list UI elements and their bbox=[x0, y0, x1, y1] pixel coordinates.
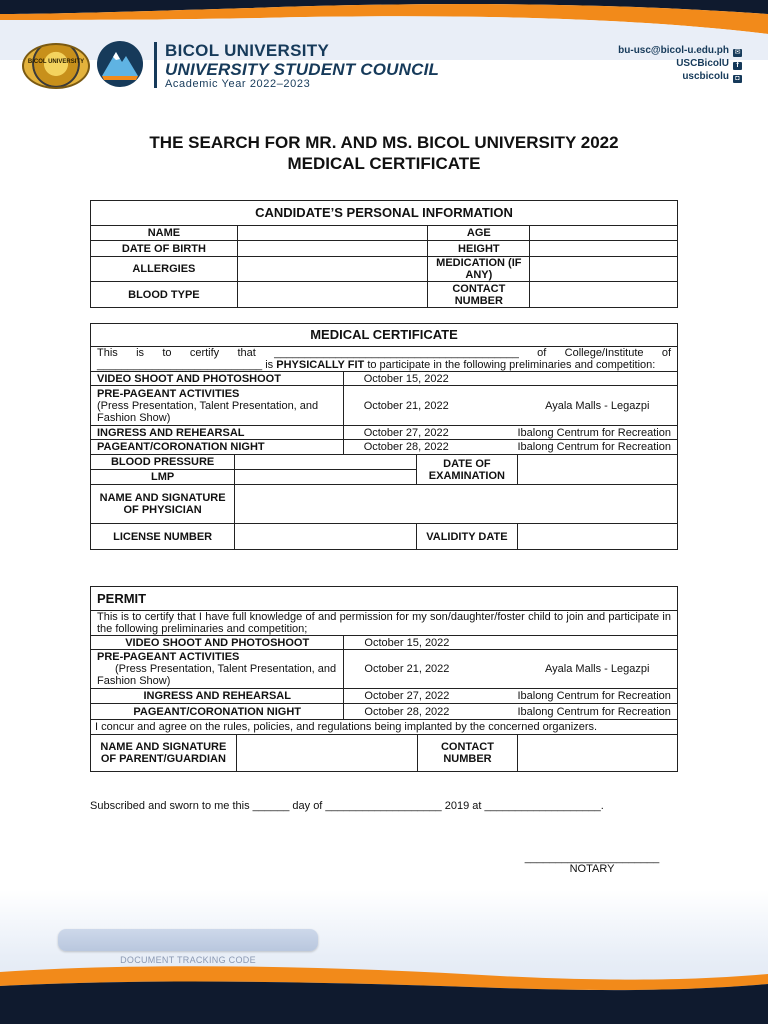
event-venue: Ibalong Centrum for Recreation bbox=[517, 440, 677, 455]
event-venue bbox=[517, 636, 677, 650]
personal-info-heading: CANDIDATE’S PERSONAL INFORMATION bbox=[91, 201, 678, 226]
title-line-1: THE SEARCH FOR MR. AND MS. BICOL UNIVERSITY 2022 bbox=[149, 133, 619, 152]
event-row: VIDEO SHOOT AND PHOTOSHOOT bbox=[91, 372, 344, 386]
physician-label: NAME AND SIGNATURE OF PHYSICIAN bbox=[91, 485, 235, 524]
contact-email[interactable]: bu-usc@bicol-u.edu.ph ✉ bbox=[618, 45, 741, 56]
document-title bbox=[0, 132, 768, 174]
event-date: October 28, 2022 bbox=[344, 704, 518, 720]
event-venue bbox=[517, 372, 677, 386]
permit-table bbox=[90, 586, 678, 772]
guardian-signature-field[interactable] bbox=[236, 735, 417, 772]
dob-field[interactable] bbox=[237, 241, 428, 257]
event-venue: Ayala Malls - Legazpi bbox=[517, 650, 677, 689]
date-of-examination-field[interactable] bbox=[517, 455, 677, 485]
blood-pressure-field[interactable] bbox=[235, 455, 417, 470]
contact-number-field[interactable] bbox=[530, 282, 678, 308]
document-tracking-code-label: DOCUMENT TRACKING CODE bbox=[120, 955, 256, 965]
event-date: October 27, 2022 bbox=[343, 426, 517, 440]
event-venue: Ibalong Centrum for Recreation bbox=[517, 689, 677, 704]
name-field[interactable] bbox=[237, 226, 428, 241]
university-name: BICOL UNIVERSITY bbox=[165, 41, 330, 60]
council-name: UNIVERSITY STUDENT COUNCIL bbox=[165, 60, 440, 79]
permit-heading: PERMIT bbox=[91, 587, 678, 611]
event-row: VIDEO SHOOT AND PHOTOSHOOT bbox=[91, 636, 344, 650]
date-of-examination-label: DATE OF EXAMINATION bbox=[416, 455, 517, 485]
height-label: HEIGHT bbox=[428, 241, 530, 257]
permit-text: This is to certify that I have full knowledge of and permission for my son/daughter/foster child to join and participate in the following preliminaries and competition; bbox=[91, 611, 678, 636]
letterhead-divider bbox=[154, 42, 157, 88]
event-date: October 28, 2022 bbox=[343, 440, 517, 455]
guardian-contact-label: CONTACT NUMBER bbox=[418, 735, 518, 772]
sworn-statement: Subscribed and sworn to me this ______ day of ___________________ 2019 at ___________________. bbox=[90, 800, 604, 812]
event-row: PAGEANT/CORONATION NIGHT bbox=[91, 440, 344, 455]
medication-field[interactable] bbox=[530, 257, 678, 282]
medical-heading: MEDICAL CERTIFICATE bbox=[91, 324, 678, 347]
concur-statement: I concur and agree on the rules, policies, and regulations being implanted by the concerned organizers. bbox=[91, 720, 678, 735]
event-venue: Ibalong Centrum for Recreation bbox=[517, 426, 677, 440]
medication-label: MEDICATION (IF ANY) bbox=[428, 257, 530, 282]
validity-date-label: VALIDITY DATE bbox=[416, 524, 517, 550]
contact-number-label: CONTACT NUMBER bbox=[428, 282, 530, 308]
seal-text: BICOL UNIVERSITY bbox=[27, 59, 85, 65]
bottom-wave-decoration bbox=[0, 960, 768, 1024]
academic-year: Academic Year 2022–2023 bbox=[165, 78, 311, 90]
blood-type-field[interactable] bbox=[237, 282, 428, 308]
notary-signature-line[interactable]: ______________________ bbox=[524, 852, 660, 864]
name-label: NAME bbox=[91, 226, 238, 241]
facebook-icon: f bbox=[733, 62, 742, 70]
instagram-icon: ◘ bbox=[733, 75, 742, 83]
event-row: PAGEANT/CORONATION NIGHT bbox=[91, 704, 344, 720]
event-row: INGRESS AND REHEARSAL bbox=[91, 426, 344, 440]
event-date: October 27, 2022 bbox=[344, 689, 518, 704]
event-date: October 15, 2022 bbox=[344, 636, 518, 650]
medical-certificate-table bbox=[90, 323, 678, 550]
blood-pressure-label: BLOOD PRESSURE bbox=[91, 455, 235, 470]
contact-facebook[interactable]: USCBicolU f bbox=[618, 57, 742, 70]
age-label: AGE bbox=[428, 226, 530, 241]
allergies-label: ALLERGIES bbox=[91, 257, 238, 282]
event-row: PRE-PAGEANT ACTIVITIES (Press Presentation, Talent Presentation, and Fashion Show) bbox=[91, 650, 344, 689]
medical-certification-text: This is to certify that ________________________________________ of College/Institute of ___________________________ is PHYSICALLY FIT to participate in the following preliminaries and competition: bbox=[91, 347, 678, 372]
event-row: INGRESS AND REHEARSAL bbox=[91, 689, 344, 704]
event-venue: Ayala Malls - Legazpi bbox=[517, 386, 677, 426]
personal-info-table bbox=[90, 200, 678, 308]
event-row: PRE-PAGEANT ACTIVITIES (Press Presentation, Talent Presentation, and Fashion Show) bbox=[91, 386, 344, 426]
lmp-label: LMP bbox=[91, 470, 235, 485]
title-line-2: MEDICAL CERTIFICATE bbox=[287, 154, 481, 173]
event-date: October 21, 2022 bbox=[343, 386, 517, 426]
document-tracking-code-field[interactable] bbox=[58, 929, 318, 951]
contact-list bbox=[618, 44, 742, 83]
event-date: October 21, 2022 bbox=[344, 650, 518, 689]
usc-mountain-logo bbox=[96, 40, 144, 88]
allergies-field[interactable] bbox=[237, 257, 428, 282]
dob-label: DATE OF BIRTH bbox=[91, 241, 238, 257]
university-seal-logo bbox=[22, 43, 90, 89]
event-venue: Ibalong Centrum for Recreation bbox=[517, 704, 677, 720]
contact-instagram[interactable]: uscbicolu ◘ bbox=[618, 70, 742, 83]
blood-type-label: BLOOD TYPE bbox=[91, 282, 238, 308]
physician-signature-field[interactable] bbox=[235, 485, 678, 524]
license-number-field[interactable] bbox=[235, 524, 417, 550]
guardian-label: NAME AND SIGNATURE OF PARENT/GUARDIAN bbox=[91, 735, 237, 772]
height-field[interactable] bbox=[530, 241, 678, 257]
license-number-label: LICENSE NUMBER bbox=[91, 524, 235, 550]
lmp-field[interactable] bbox=[235, 470, 417, 485]
event-date: October 15, 2022 bbox=[343, 372, 517, 386]
guardian-contact-field[interactable] bbox=[517, 735, 677, 772]
notary-label: NOTARY bbox=[569, 863, 615, 875]
validity-date-field[interactable] bbox=[517, 524, 677, 550]
age-field[interactable] bbox=[530, 226, 678, 241]
letterhead bbox=[0, 30, 768, 100]
mail-icon: ✉ bbox=[734, 49, 741, 56]
